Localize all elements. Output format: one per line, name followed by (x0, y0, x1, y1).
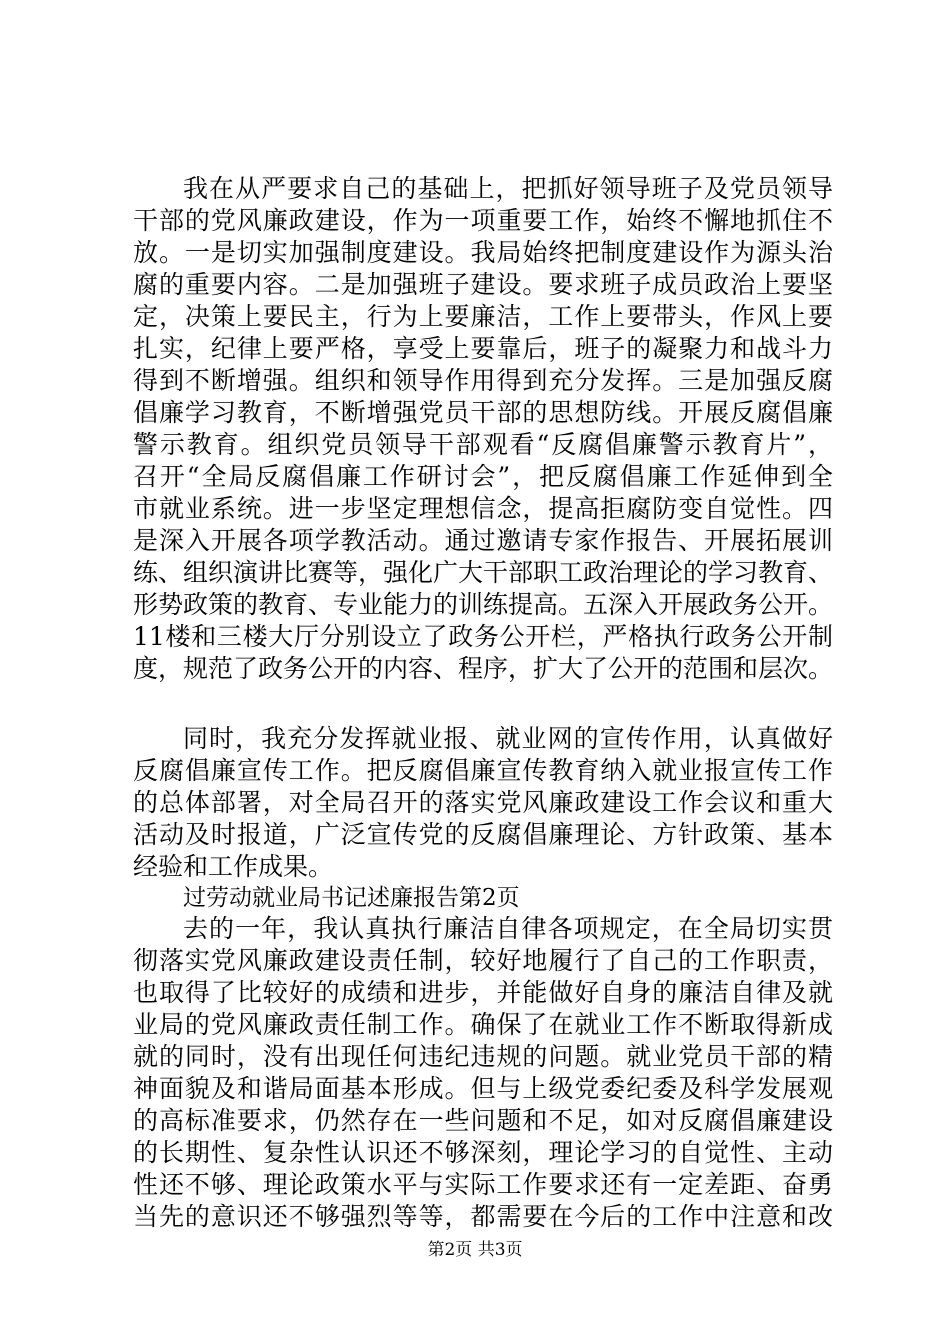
text-line: 也取得了比较好的成绩和进步，并能做好自身的廉洁自律及就 (133, 978, 833, 1007)
text-line: 性还不够、理论政策水平与实际工作要求还有一定差距、奋勇 (133, 1170, 833, 1199)
text-line: 倡廉学习教育，不断增强党员干部的思想防线。开展反腐倡廉 (133, 398, 833, 427)
text-line: 我在从严要求自己的基础上，把抓好领导班子及党员领导 (183, 174, 833, 203)
text-line: 扎实，纪律上要严格，享受上要靠后，班子的凝聚力和战斗力 (133, 334, 833, 363)
text-line: 干部的党风廉政建设，作为一项重要工作，始终不懈地抓住不 (133, 206, 833, 235)
text-line: 的高标准要求，仍然存在一些问题和不足，如对反腐倡廉建设 (133, 1106, 833, 1135)
text-line: 去的一年，我认真执行廉洁自律各项规定，在全局切实贯 (183, 914, 833, 943)
text-line: 度，规范了政务公开的内容、程序，扩大了公开的范围和层次。 (133, 654, 833, 683)
text-line: 定，决策上要民主，行为上要廉洁，工作上要带头，作风上要 (133, 302, 833, 331)
text-line: 活动及时报道，广泛宣传党的反腐倡廉理论、方针政策、基本 (133, 820, 833, 849)
page-footer: 第2页 共3页 (427, 1240, 523, 1260)
text-line: 是深入开展各项学教活动。通过邀请专家作报告、开展拓展训 (133, 526, 833, 555)
text-line: 练、组织演讲比赛等，强化广大干部职工政治理论的学习教育、 (133, 558, 833, 587)
text-line: 放。一是切实加强制度建设。我局始终把制度建设作为源头治 (133, 238, 833, 267)
text-line: 神面貌及和谐局面基本形成。但与上级党委纪委及科学发展观 (133, 1074, 833, 1103)
text-line: 得到不断增强。组织和领导作用得到充分发挥。三是加强反腐 (133, 366, 833, 395)
text-line: 的长期性、复杂性认识还不够深刻，理论学习的自觉性、主动 (133, 1138, 833, 1167)
text-line: 形势政策的教育、专业能力的训练提高。五深入开展政务公开。 (133, 590, 833, 619)
text-line: 警示教育。组织党员领导干部观看“反腐倡廉警示教育片”， (133, 430, 833, 459)
text-line: 召开“全局反腐倡廉工作研讨会”，把反腐倡廉工作延伸到全 (133, 462, 833, 491)
text-line: 彻落实党风廉政建设责任制，较好地履行了自己的工作职责， (133, 946, 833, 975)
text-line: 腐的重要内容。二是加强班子建设。要求班子成员政治上要坚 (133, 270, 833, 299)
text-line: 11楼和三楼大厅分别设立了政务公开栏，严格执行政务公开制 (133, 622, 833, 651)
text-line: 反腐倡廉宣传工作。把反腐倡廉宣传教育纳入就业报宣传工作 (133, 756, 833, 785)
text-line: 市就业系统。进一步坚定理想信念，提高拒腐防变自觉性。四 (133, 494, 833, 523)
text-line: 就的同时，没有出现任何违纪违规的问题。就业党员干部的精 (133, 1042, 833, 1071)
text-line: 的总体部署，对全局召开的落实党风廉政建设工作会议和重大 (133, 788, 833, 817)
section-heading: 过劳动就业局书记述廉报告第2页 (183, 885, 520, 911)
text-line: 同时，我充分发挥就业报、就业网的宣传作用，认真做好 (183, 724, 833, 753)
text-line: 当先的意识还不够强烈等等，都需要在今后的工作中注意和改 (133, 1202, 833, 1231)
text-line: 业局的党风廉政责任制工作。确保了在就业工作不断取得新成 (133, 1010, 833, 1039)
text-line: 经验和工作成果。 (133, 852, 334, 881)
